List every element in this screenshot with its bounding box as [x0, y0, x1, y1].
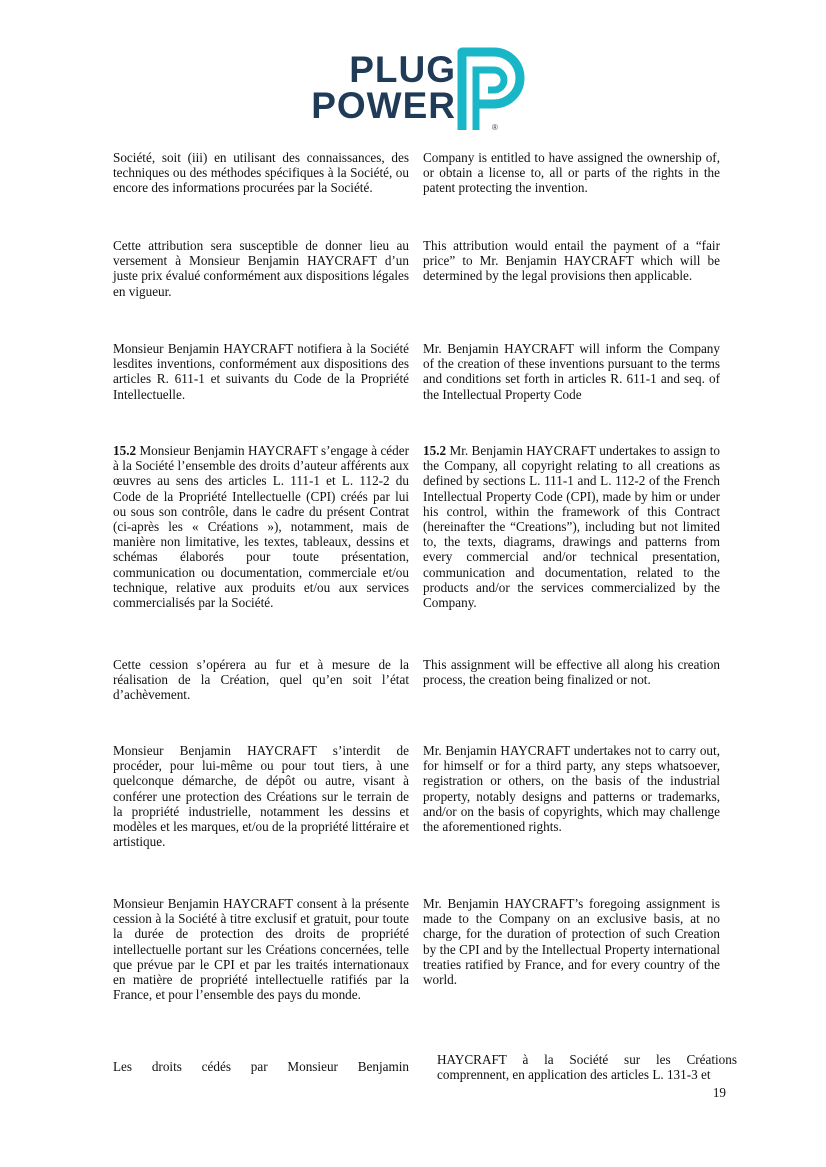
paragraph-fr-8: Les droits cédés par Monsieur Benjamin [113, 1059, 409, 1074]
paragraph-en-15-2-text: Mr. Benjamin HAYCRAFT undertakes to assign to the Company, all copyright relating to all creations as defined by sections L. 111-1 and L. 112-2 of the French Intellectual Property Code (CPI), made by him or under his control, within the framework of this Contract (hereinafter the “Creations”), including but not limited to, the texts, diagrams, drawings and patterns from every commercial and/or technical presentation, communication and documentation, related to the products and/or the services commercialized by the Company. [423, 443, 720, 611]
paragraph-fr-1: Société, soit (iii) en utilisant des connaissances, des techniques ou des méthodes spécifiques à la Société, ou encore des informations procurées par la Société. [113, 150, 409, 196]
paragraph-en-8: HAYCRAFT à la Société sur les Créations comprennent, en application des articles L. 131-3 et [437, 1052, 737, 1083]
paragraph-fr-7: Monsieur Benjamin HAYCRAFT consent à la présente cession à la Société à titre exclusif et gratuit, pour toute la durée de protection des droits de propriété intellectuelle portant sur les Créations concernées, telle que prévue par le CPI et par les traités internationaux en matière de propriété intellectuelle ratifiés par la France, et pour l’ensemble des pays du monde. [113, 896, 409, 1003]
logo-wordmark [296, 49, 456, 126]
paragraph-en-7: Mr. Benjamin HAYCRAFT’s foregoing assignment is made to the Company on an exclusive basis, at no charge, for the duration of protection of such Creation by the CPI and by the Intellectual Property international treaties ratified by France, and for every country of the world. [423, 896, 720, 988]
page-number: 19 [712, 1085, 726, 1100]
paragraph-fr-6: Monsieur Benjamin HAYCRAFT s’interdit de procéder, pour lui-même ou pour tout tiers, à une quelconque démarche, de dépôt ou autre, visant à conférer une protection des Créations sur le terrain de la propriété industrielle, notamment les dessins et modèles et les marques, et/ou de la propriété littéraire et artistique. [113, 743, 409, 850]
plug-power-logo [296, 44, 536, 134]
paragraph-fr-15-2-text: Monsieur Benjamin HAYCRAFT s’engage à céder à la Société l’ensemble des droits d’auteur afférents aux œuvres au sens des articles L. 111-1 et L. 112-2 du Code de la Propriété Intellectuelle (CPI) créés par lui ou sous son contrôle, dans le cadre du présent Contrat (ci-après les « Créations »), notamment, mais de manière non limitative, les textes, tableaux, dessins et schémas élaborés pour toute présentation, communication ou documentation, commerciale et/ou technique, relative aux produits et/ou aux services commercialisés par la Société. [113, 443, 409, 611]
registered-mark: ® [492, 123, 498, 132]
paragraph-fr-2: Cette attribution sera susceptible de donner lieu au versement à Monsieur Benjamin HAYCRAFT d’un juste prix évalué conformément aux dispositions légales en vigueur. [113, 238, 409, 299]
paragraph-en-5: This assignment will be effective all along his creation process, the creation being finalized or not. [423, 657, 720, 688]
paragraph-en-1: Company is entitled to have assigned the ownership of, or obtain a license to, all or parts of the rights in the patent protecting the invention. [423, 150, 720, 196]
section-number-en: 15.2 [423, 443, 447, 458]
plug-power-p-icon [454, 46, 530, 132]
paragraph-fr-3: Monsieur Benjamin HAYCRAFT notifiera à la Société lesdites inventions, conformément aux dispositions des articles R. 611-1 et suivants du Code de la Propriété Intellectuelle. [113, 341, 409, 402]
paragraph-en-2: This attribution would entail the payment of a “fair price” to Mr. Benjamin HAYCRAFT which will be determined by the legal provisions then applicable. [423, 238, 720, 284]
paragraph-en-3: Mr. Benjamin HAYCRAFT will inform the Company of the creation of these inventions pursuant to the terms and conditions set forth in articles R. 611-1 and seq. of the Intellectual Property Code [423, 341, 720, 402]
logo-line-2: POWER [311, 85, 456, 126]
paragraph-en-6: Mr. Benjamin HAYCRAFT undertakes not to carry out, for himself or for a third party, any steps whatsoever, registration or others, on the basis of the industrial property, notably designs and patterns or trademarks, and/or on the basis of copyrights, which may challenge the aforementioned rights. [423, 743, 720, 835]
paragraph-en-15-2 [423, 443, 720, 610]
paragraph-fr-15-2 [113, 443, 409, 610]
logo-line-1: PLUG [349, 49, 456, 90]
paragraph-fr-5: Cette cession s’opérera au fur et à mesure de la réalisation de la Création, quel qu’en soit l’état d’achèvement. [113, 657, 409, 703]
section-number-fr: 15.2 [113, 443, 137, 458]
